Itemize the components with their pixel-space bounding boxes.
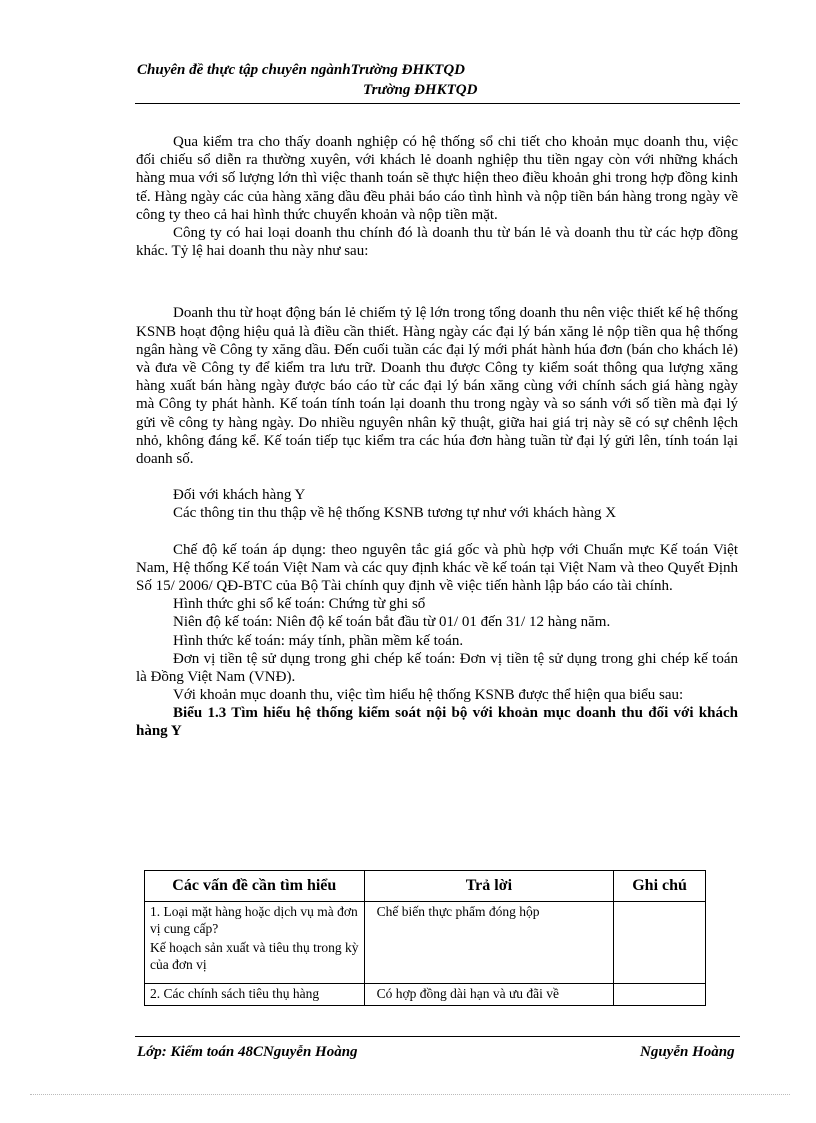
header-title: Chuyên đề thực tập chuyên ngànhTrường ĐHKTQD — [137, 62, 466, 78]
table-caption: Biểu 1.3 Tìm hiểu hệ thống kiểm soát nội bộ với khoản mục doanh thu đối với khách hàng Y — [136, 705, 738, 740]
table-cell — [614, 902, 706, 984]
table-cell: Chế biến thực phẩm đóng hộp — [364, 902, 614, 984]
cell-text: 1. Loại mặt hàng hoặc dịch vụ mà đơn vị cung cấp? — [150, 904, 358, 936]
paragraph: Doanh thu từ hoạt động bán lẻ chiếm tỷ lệ lớn trong tổng doanh thu nên việc thiết kế hệ thống KSNB hoạt động hiệu quả là điều cần thiết. Hàng ngày các đại lý bán xăng lẻ nộp tiền qua hệ thống ngân hàng về Công ty xăng dầu. Đến cuối tuần các đại lý mới phát hành húa đơn (bán cho khách lẻ) và đưa về Công ty để kiểm tra lưu trữ. Doanh thu được Công ty kiểm soát thông qua lượng xăng hàng xuất bán hàng ngày được báo cáo từ các đại lý bán xăng cùng với chính sách giá hàng ngày mà Công ty phát hành. Kế toán tính toán lại doanh thu trong ngày và so sánh với số tiền mà đại lý gửi về công ty hàng ngày. Do nhiều nguyên nhân kỹ thuật, giữa hai giá trị này sẽ có sự chênh lệch nhỏ, không đáng kể. Kế toán tiếp tục kiểm tra các húa đơn hàng tuần từ đại lý gửi lên, tính toán lại doanh số. — [136, 305, 738, 468]
document-body — [136, 133, 738, 740]
footer-divider — [135, 1036, 740, 1037]
header-subtitle: Trường ĐHKTQD — [363, 82, 478, 98]
table-row — [145, 984, 706, 1006]
paragraph: Công ty có hai loại doanh thu chính đó là doanh thu từ bán lẻ và doanh thu từ các hợp đồng khác. Tỷ lệ hai doanh thu này như sau: — [136, 225, 738, 260]
table-cell: 2. Các chính sách tiêu thụ hàng — [145, 984, 365, 1006]
table-cell — [614, 984, 706, 1006]
paragraph: Hình thức kế toán: máy tính, phần mềm kế toán. — [173, 632, 464, 649]
paragraph: Chế độ kế toán áp dụng: theo nguyên tắc giá gốc và phù hợp với Chuẩn mực Kế toán Việt Nam, Hệ thống Kế toán Việt Nam và các quy định khác về kế toán tại Việt Nam và theo Quyết Định Số 15/ 2006/ QĐ-BTC của Bộ Tài chính quy định về việc tiến hành lập báo cáo tài chính. — [136, 541, 738, 595]
footer-author: Nguyễn Hoàng — [640, 1044, 735, 1060]
table-row — [145, 902, 706, 984]
column-header: Trả lời — [364, 871, 614, 902]
spacer — [136, 468, 738, 486]
table-header-row — [145, 871, 706, 902]
paragraph: Đơn vị tiền tệ sử dụng trong ghi chép kế toán: Đơn vị tiền tệ sử dụng trong ghi chép kế toán là Đồng Việt Nam (VNĐ). — [136, 650, 738, 686]
paragraph: Đối với khách hàng Y — [173, 487, 306, 504]
table-cell: Có hợp đồng dài hạn và ưu đãi về — [364, 984, 614, 1006]
paragraph: Với khoản mục doanh thu, việc tìm hiểu hệ thống KSNB được thể hiện qua biểu sau: — [173, 687, 684, 704]
table-cell — [145, 902, 365, 984]
column-header: Các vấn đề cần tìm hiểu — [145, 871, 365, 902]
spacer — [136, 523, 738, 541]
paragraph: Các thông tin thu thập về hệ thống KSNB tương tự như với khách hàng X — [173, 505, 617, 522]
ksnb-table — [144, 870, 706, 1006]
cell-text: Kế hoạch sản xuất và tiêu thụ trong kỳ của đơn vị — [150, 940, 359, 972]
chart-placeholder-space — [136, 260, 738, 304]
page-boundary — [30, 1094, 790, 1095]
column-header: Ghi chú — [614, 871, 706, 902]
footer-class: Lớp: Kiểm toán 48CNguyễn Hoàng — [137, 1044, 358, 1060]
paragraph: Niên độ kế toán: Niên độ kế toán bắt đầu từ 01/ 01 đến 31/ 12 hàng năm. — [173, 614, 611, 631]
header-divider — [135, 103, 740, 104]
paragraph: Hình thức ghi sổ kế toán: Chứng từ ghi sổ — [173, 596, 426, 613]
paragraph: Qua kiểm tra cho thấy doanh nghiệp có hệ thống sổ chi tiết cho khoản mục doanh thu, việc đối chiếu sổ diễn ra thường xuyên, với khách lẻ doanh nghiệp thu tiền ngay còn với những khách hàng mua với số lượng lớn thì việc thanh toán sẽ thực hiện theo điều khoản ghi trong hợp đồng kinh tế. Hàng ngày các của hàng xăng dầu đều phải báo cáo tình hình và nộp tiền bán hàng trong ngày về công ty theo cả hai hình thức chuyển khoản và nộp tiền mặt. — [136, 134, 738, 223]
